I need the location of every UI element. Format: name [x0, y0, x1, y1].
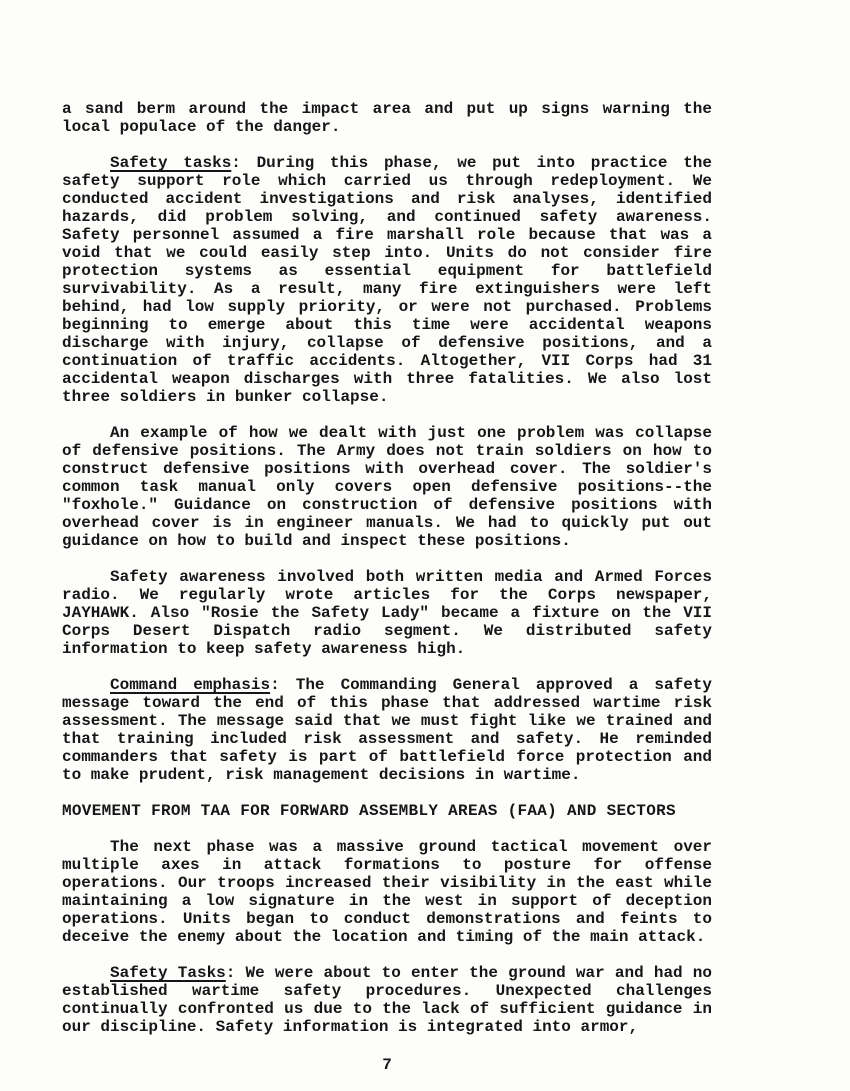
paragraph-defensive-positions [62, 424, 712, 550]
paragraph-text: The next phase was a massive ground tactical movement over multiple axes in attack formations to posture for offense operations. Our troops increased their visibility in the east while maintaining a low signature in the west in support of deception operations. Units began to conduct demonstrations and feints to deceive the enemy about the location and timing of the main attack. [62, 838, 712, 946]
paragraph-safety-tasks [62, 154, 712, 406]
section-heading-movement-from-taa: MOVEMENT FROM TAA FOR FORWARD ASSEMBLY AREAS (FAA) AND SECTORS [62, 802, 676, 820]
paragraph-text: : During this phase, we put into practice the safety support role which carried us through redeployment. We conducted accident investigations and risk analyses, identified hazards, did problem solving, and continued safety awareness. Safety personnel assumed a fire marshall role because that was a void that we could easily step into. Units do not consider fire protection systems as essential equipment for battlefield survivability. As a result, many fire extinguishers were left behind, had low supply priority, or were not purchased. Problems beginning to emerge about this time were accidental weapons discharge with injury, collapse of defensive positions, and a continuation of traffic accidents. Altogether, VII Corps had 31 accidental weapon discharges with three fatalities. We also lost three soldiers in bunker collapse. [62, 154, 712, 406]
paragraph-command-emphasis [62, 676, 712, 784]
paragraph-text: : We were about to enter the ground war and had no established wartime safety procedures. Unexpected challenges continually confronted us due to the lack of sufficient guidance in our discipline. Safety information is integrated into armor, [62, 964, 713, 1036]
paragraph-text: An example of how we dealt with just one problem was collapse of defensive positions. The Army does not train soldiers on how to construct defensive positions with overhead cover. The soldier's common task manual only covers open defensive positions--the "foxhole." Guidance on construction of defensive positions with overhead cover is in engineer manuals. We had to quickly put out guidance on how to build and inspect these positions. [62, 424, 712, 550]
paragraph-safety-awareness [62, 568, 712, 658]
paragraph-safety-tasks-2 [62, 964, 712, 1036]
paragraph-next-phase [62, 838, 712, 946]
run-in-heading-safety-tasks: Safety tasks [110, 154, 232, 172]
paragraph-text: a sand berm around the impact area and put up signs warning the local populace of the danger. [62, 100, 712, 136]
paragraph-text: : The Commanding General approved a safety message toward the end of this phase that addressed wartime risk assessment. The message said that we must fight like we trained and that training included risk assessment and safety. He reminded commanders that safety is part of battlefield force protection and to make prudent, risk management decisions in wartime. [62, 676, 713, 784]
paragraph-text: Safety awareness involved both written media and Armed Forces radio. We regularly wrote articles for the Corps newspaper, JAYHAWK. Also "Rosie the Safety Lady" became a fixture on the VII Corps Desert Dispatch radio segment. We distributed safety information to keep safety awareness high. [62, 568, 712, 658]
paragraph-continuation [62, 100, 712, 136]
run-in-heading-safety-tasks-2: Safety Tasks [110, 964, 226, 982]
page-number: 7 [382, 1056, 392, 1074]
run-in-heading-command-emphasis: Command emphasis [110, 676, 271, 694]
